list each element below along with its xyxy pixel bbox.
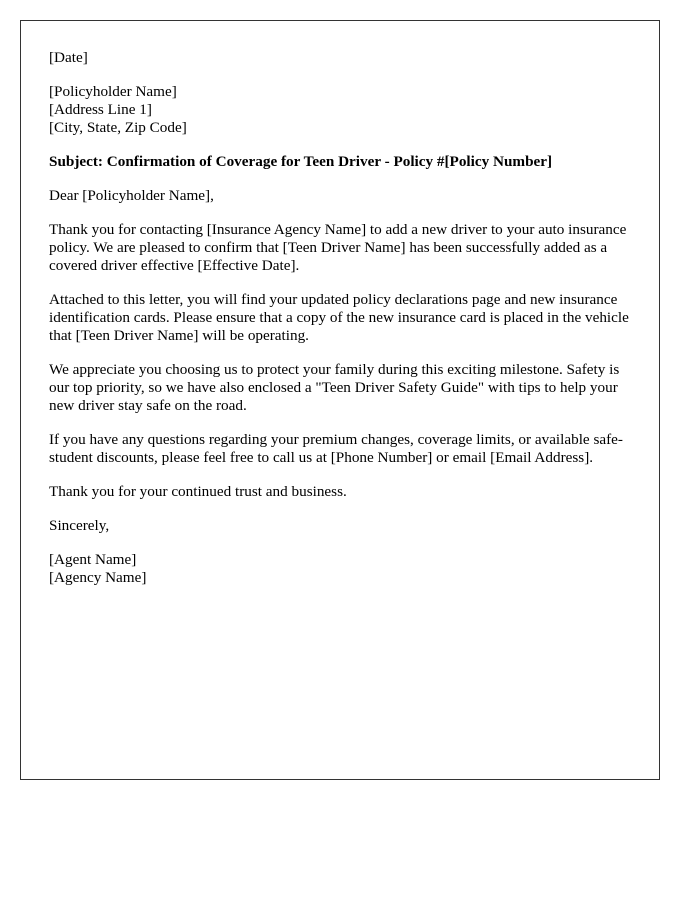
recipient-city-state-zip: [City, State, Zip Code]	[49, 119, 187, 136]
letter-date: [Date]	[49, 49, 88, 66]
body-paragraph-1: Thank you for contacting [Insurance Agency Name] to add a new driver to your auto insurance policy. We are pleased to confirm that [Teen Driver Name] has been successfully added as a covered driver effective [Effective Date].	[49, 221, 627, 274]
body-paragraph-4: If you have any questions regarding your premium changes, coverage limits, or available safe-student discounts, please feel free to call us at [Phone Number] or email [Email Address].	[49, 431, 623, 466]
agency-name: [Agency Name]	[49, 569, 147, 586]
body-paragraph-2: Attached to this letter, you will find your updated policy declarations page and new insurance identification cards. Please ensure that a copy of the new insurance card is placed in the vehicle that [Teen Driver Name] will be operating.	[49, 291, 629, 344]
signature-block	[49, 551, 631, 587]
closing: Sincerely,	[49, 517, 110, 534]
recipient-address-line-1: [Address Line 1]	[49, 101, 152, 118]
letter-page	[20, 20, 660, 780]
subject-line: Subject: Confirmation of Coverage for Teen Driver - Policy #[Policy Number]	[49, 153, 553, 170]
body-paragraph-5: Thank you for your continued trust and business.	[49, 483, 347, 500]
recipient-name: [Policyholder Name]	[49, 83, 177, 100]
agent-name: [Agent Name]	[49, 551, 137, 568]
date-line	[49, 49, 631, 67]
recipient-address	[49, 83, 631, 137]
salutation: Dear [Policyholder Name],	[49, 187, 214, 204]
body-paragraph-3: We appreciate you choosing us to protect your family during this exciting milestone. Safety is our top priority, so we have also enclosed a "Teen Driver Safety Guide" with tips to help your new driver stay safe on the road.	[49, 361, 620, 414]
